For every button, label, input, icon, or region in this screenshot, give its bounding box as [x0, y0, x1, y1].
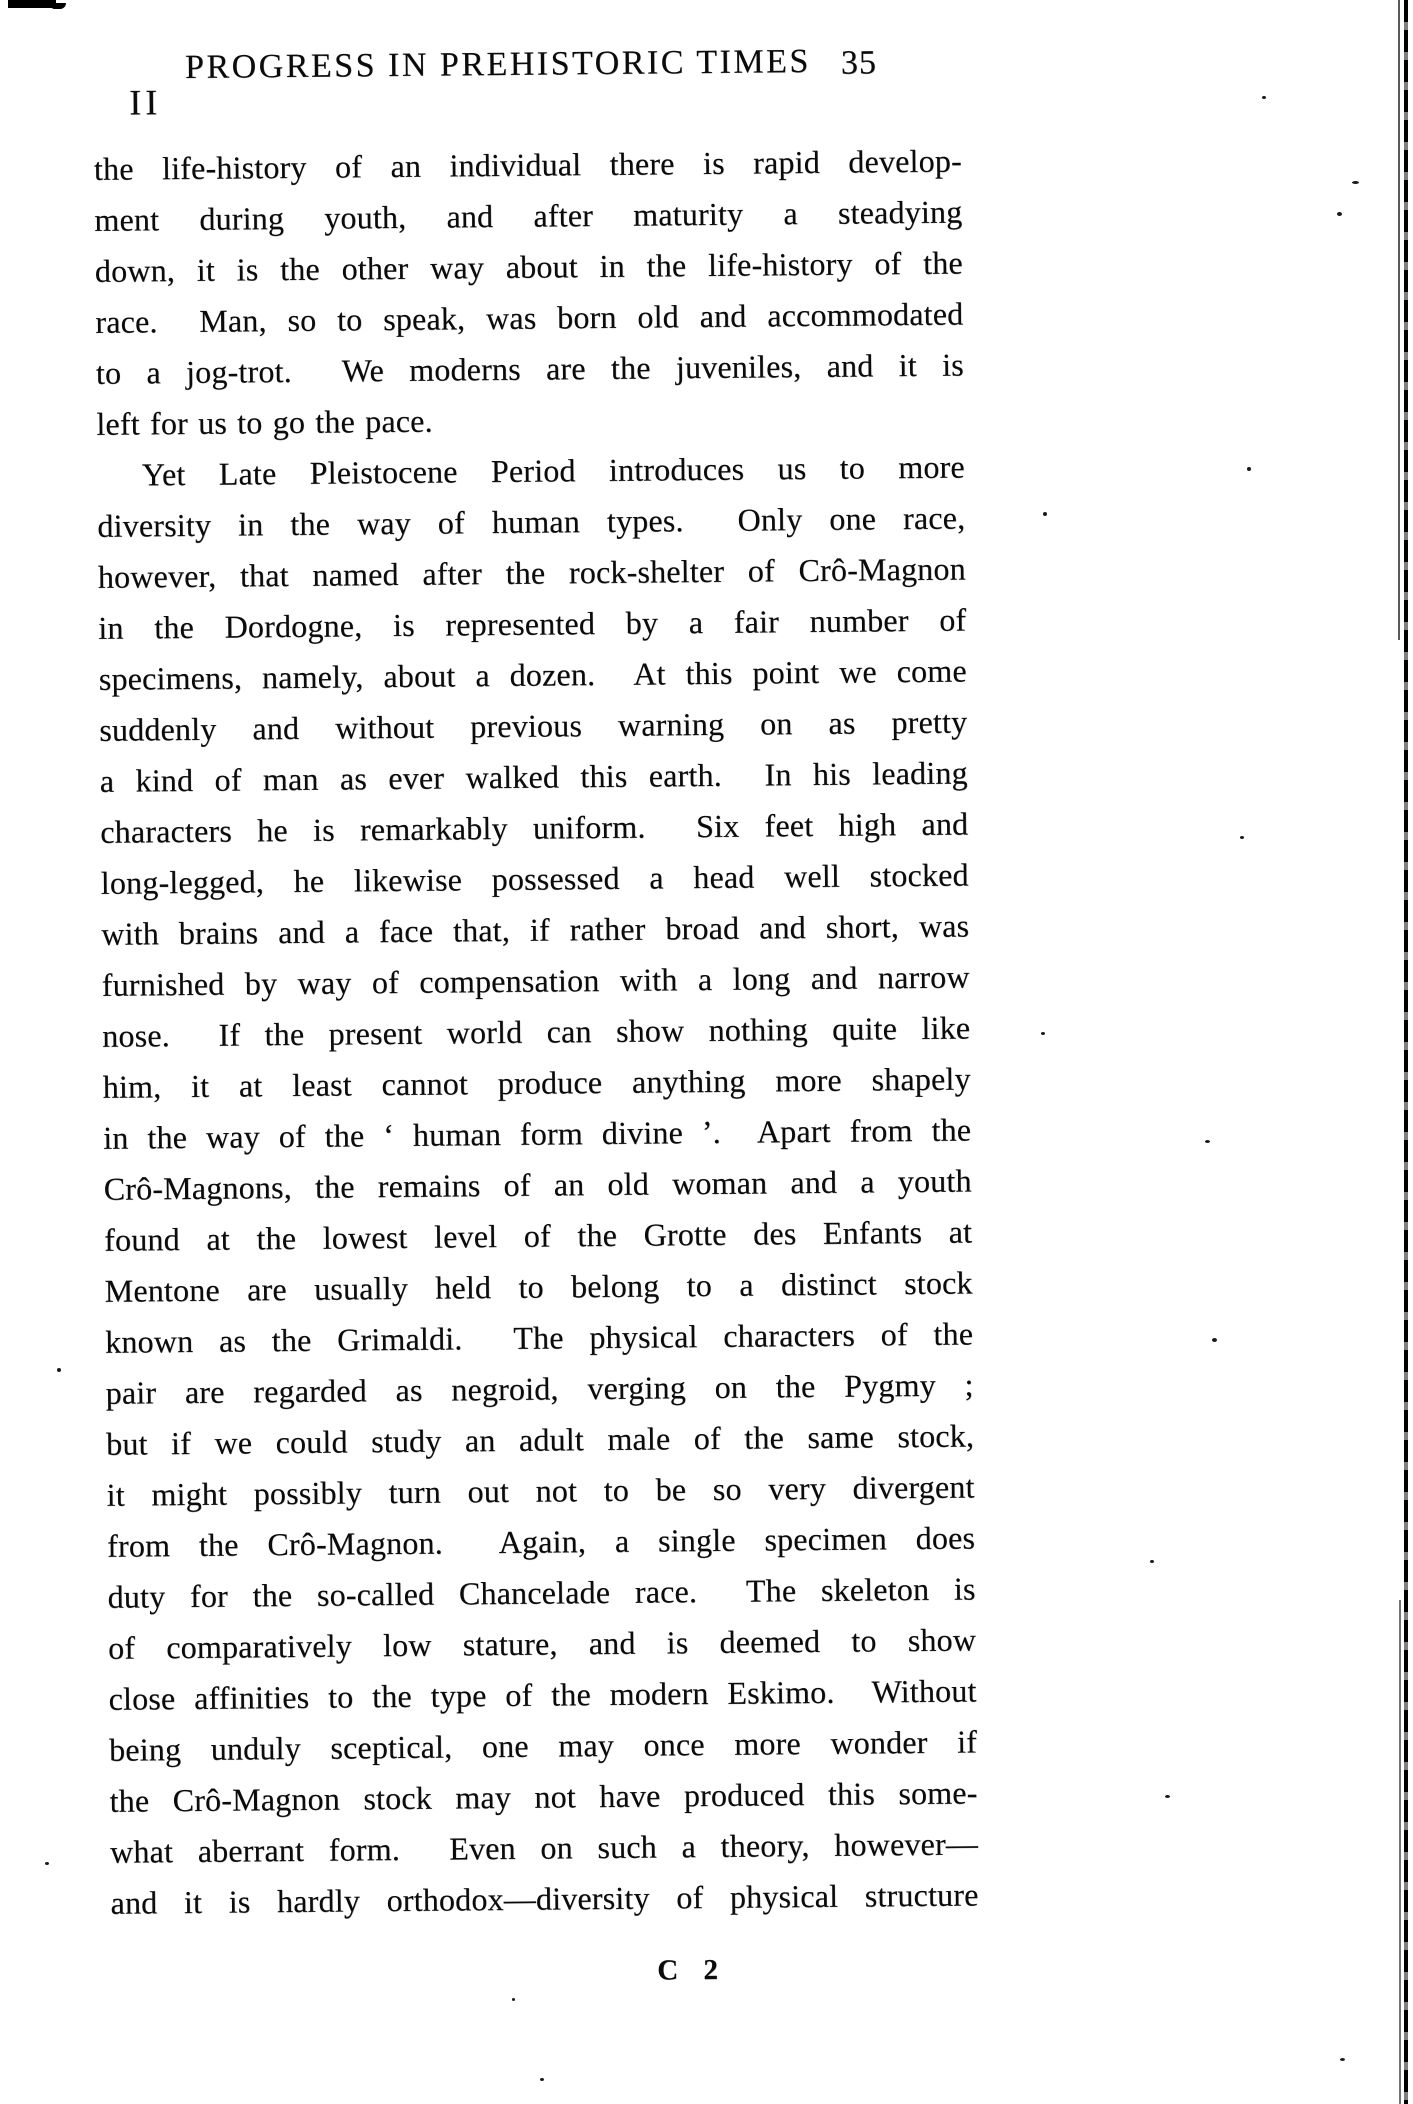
text-line: Mentone are usually held to belong to a distinct stock [104, 1264, 973, 1309]
text-line: the life-history of an individual there is rapid develop- [93, 142, 963, 187]
text-line: characters he is remarkably uniform. Six feet high and [100, 805, 969, 850]
text-line: the Crô-Magnon stock may not have produced this some- [109, 1774, 978, 1819]
signature-mark: C 2 [657, 1953, 728, 1987]
text-line: specimens, namely, about a dozen. At this point we come [98, 652, 967, 697]
text-line: with brains and a face that, if rather broad and short, was [101, 907, 970, 952]
text-line: in the Dordogne, is represented by a fair number of [98, 601, 967, 646]
text-line: found at the lowest level of the Grotte des Enfants at [104, 1213, 973, 1258]
text-line: suddenly and without previous warning on as pretty [99, 703, 968, 748]
page-number: 35 [840, 44, 878, 82]
text-line: close affinities to the type of the modern Eskimo. Without [108, 1672, 977, 1717]
text-line: him, it at least cannot produce anything more shapely [102, 1060, 971, 1105]
chapter-numeral: II [129, 82, 162, 123]
paragraph [94, 136, 965, 450]
text-line: from the Crô-Magnon. Again, a single specimen does [106, 1519, 976, 1564]
text-line: being unduly sceptical, one may once more wonder if [108, 1723, 978, 1768]
text-line: and it is hardly orthodox—diversity of physical structure [110, 1876, 979, 1921]
text-line: what aberrant form. Even on such a theory, however— [109, 1825, 979, 1870]
page-body [94, 136, 979, 1929]
text-line: a kind of man as ever walked this earth. In his leading [99, 754, 968, 799]
text-line: pair are regarded as negroid, verging on the Pygmy ; [105, 1366, 974, 1411]
text-line: Yet Late Pleistocene Period introduces us to more [141, 448, 965, 493]
text-line: known as the Grimaldi. The physical characters of the [105, 1315, 974, 1360]
text-line: diversity in the way of human types. Only one race, [97, 499, 966, 544]
text-line: ment during youth, and after maturity a steadying [94, 193, 963, 238]
text-line: race. Man, so to speak, was born old and accommodated [95, 295, 964, 340]
text-line: it might possibly turn out not to be so very divergent [106, 1468, 975, 1513]
text-line: long-legged, he likewise possessed a head well stocked [100, 856, 969, 901]
running-title: PROGRESS IN PREHISTORIC TIMES [184, 42, 811, 86]
text-line: to a jog-trot. We moderns are the juveniles, and it is [95, 346, 965, 391]
text-line: Crô-Magnons, the remains of an old woman and a youth [103, 1162, 972, 1207]
text-line: duty for the so-called Chancelade race. The skeleton is [107, 1570, 976, 1615]
text-line: in the way of the ‘ human form divine ’. Apart from the [103, 1111, 972, 1156]
text-line: of comparatively low stature, and is deemed to show [107, 1621, 977, 1666]
text-line: nose. If the present world can show nothing quite like [102, 1009, 971, 1054]
text-line: furnished by way of compensation with a long and narrow [101, 958, 970, 1003]
page-header [93, 42, 962, 130]
text-line: but if we could study an adult male of the same stock, [105, 1417, 975, 1462]
text-line: down, it is the other way about in the life-history of the [94, 244, 964, 289]
text-line: left for us to go the pace. [96, 402, 433, 442]
paragraph [97, 442, 979, 1929]
text-line: however, that named after the rock-shelter of Crô-Magnon [97, 550, 966, 595]
